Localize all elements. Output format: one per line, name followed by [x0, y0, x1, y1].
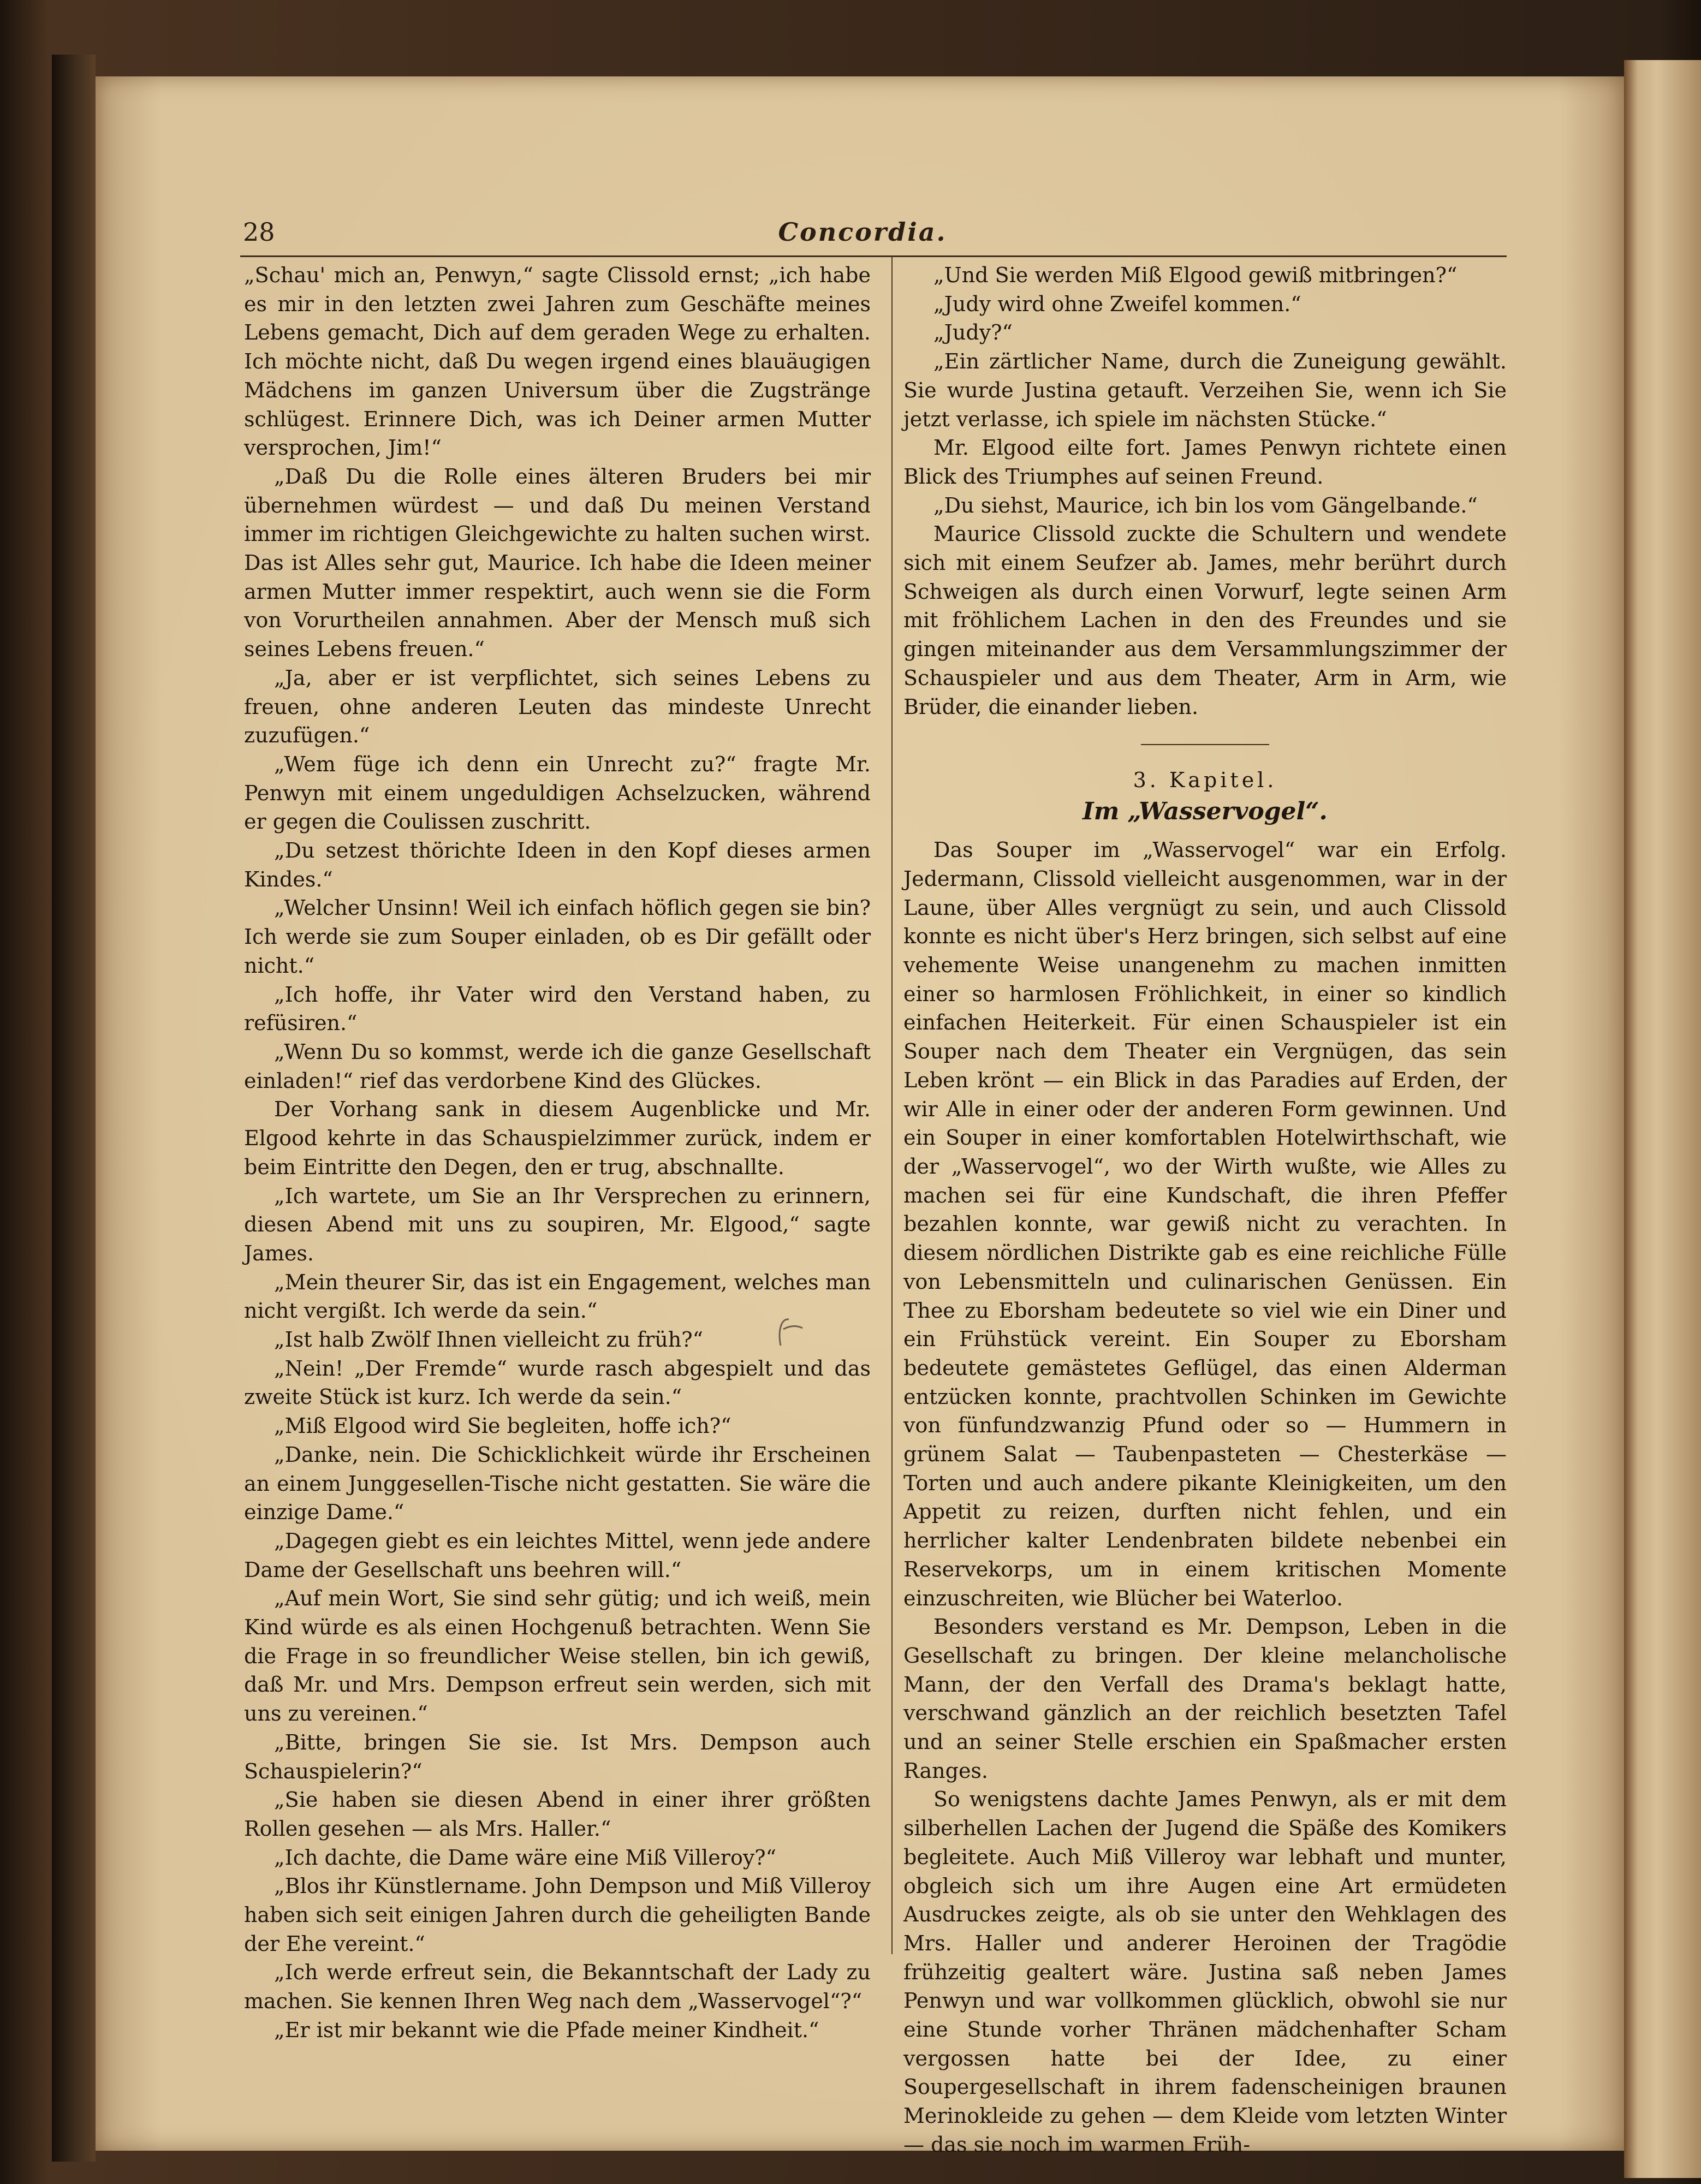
column-divider [891, 257, 893, 1954]
paragraph: „Nein! „Der Fremde“ wurde rasch abgespielt und das zweite Stück ist kurz. Ich werde da sein.“ [244, 1356, 871, 1409]
chapter-separator-rule [1141, 744, 1269, 745]
paragraph: „Auf mein Wort, Sie sind sehr gütig; und ich weiß, mein Kind würde es als einen Hochgenuß betrachten. Wenn Sie die Frage in so freundlicher Weise stellen, bin ich gewiß, daß Mr. und Mrs. Dempson erfreut sein werden, sich mit uns zu vereinen.“ [244, 1586, 871, 1726]
paragraph: „Ich dachte, die Dame wäre eine Miß Villeroy?“ [274, 1845, 777, 1870]
paragraph: „Schau' mich an, Penwyn,“ sagte Clissold ernst; „ich habe es mir in den letzten zwei Jahren zum Geschäfte meines Lebens gemacht, Dich auf dem geraden Wege zu erhalten. Ich möchte nicht, daß Du wegen irgend eines blauäugigen Mädchens im ganzen Universum über die Zugstränge schlügest. Erinnere Dich, was ich Deiner armen Mutter versprochen, Jim!“ [244, 263, 871, 460]
paragraph: „Ja, aber er ist verpflichtet, sich seines Lebens zu freuen, ohne anderen Leuten das mindeste Unrecht zuzufügen.“ [244, 665, 871, 748]
paragraph: „Judy wird ohne Zweifel kommen.“ [933, 291, 1301, 316]
paragraph: „Judy?“ [933, 320, 1013, 345]
paragraph: „Ein zärtlicher Name, durch die Zuneigung gewählt. Sie wurde Justina getauft. Verzeihen Sie, wenn ich Sie jetzt verlasse, ich spiele im nächsten Stücke.“ [903, 349, 1507, 431]
chapter-title: Im „Wasservogel“. [1083, 798, 1328, 826]
paragraph: Mr. Elgood eilte fort. James Penwyn richtete einen Blick des Triumphes auf seinen Freund. [903, 436, 1507, 489]
paragraph: „Miß Elgood wird Sie begleiten, hoffe ich?“ [274, 1414, 731, 1438]
paragraph: „Er ist mir bekannt wie die Pfade meiner Kindheit.“ [274, 2018, 819, 2042]
paragraph: „Ich hoffe, ihr Vater wird den Verstand haben, zu refüsiren.“ [244, 982, 871, 1036]
left-column [244, 261, 871, 2045]
paragraph: Besonders verstand es Mr. Dempson, Leben in die Gesellschaft zu bringen. Der kleine melancholische Mann, der den Verfall des Drama's beklagt hatte, verschwand gänzlich an der reichlich besetzten Tafel und an seiner Stelle erschien ein Spaßmacher ersten Ranges. [903, 1615, 1507, 1783]
header-rule [240, 255, 1507, 257]
paragraph: „Wem füge ich denn ein Unrecht zu?“ fragte Mr. Penwyn mit einem ungeduldigen Achselzucken, während er gegen die Coulissen zuschritt. [244, 752, 871, 834]
paragraph: „Blos ihr Künstlername. John Dempson und Miß Villeroy haben sich seit einigen Jahren durch die geheiligten Bande der Ehe vereint.“ [244, 1874, 871, 1956]
paragraph: „Sie haben sie diesen Abend in einer ihrer größten Rollen gesehen — als Mrs. Haller.“ [244, 1788, 871, 1841]
page-number: 28 [243, 217, 275, 247]
paragraph: „Welcher Unsinn! Weil ich einfach höflich gegen sie bin? Ich werde sie zum Souper einladen, ob es Dir gefällt oder nicht.“ [244, 896, 871, 978]
running-title: Concordia. [778, 217, 947, 247]
paragraph: Maurice Clissold zuckte die Schultern und wendete sich mit einem Seufzer ab. James, mehr berührt durch Schweigen als durch einen Vorwurf, legte seinen Arm mit fröhlichem Lachen in den des Freundes und sie gingen miteinander aus dem Versammlungszimmer der Schauspieler und aus dem Theater, Arm in Arm, wie Brüder, die einander lieben. [903, 522, 1507, 719]
paragraph: Das Souper im „Wasservogel“ war ein Erfolg. Jedermann, Clissold vielleicht ausgenommen, war in der Laune, über Alles vergnügt zu sein, und auch Clissold konnte es nicht über's Herz bringen, sich selbst auf eine vehemente Weise unangenehm zu machen inmitten einer so harmlosen Fröhlichkeit, in einer so kindlich einfachen Heiterkeit. Für einen Schauspieler ist ein Souper nach dem Theater ein Vergnügen, das sein Leben krönt — ein Blick in das Paradies auf Erden, der wir Alle in einer oder der anderen Form gewinnen. Und ein Souper in einer komfortablen Hotelwirthschaft, wie der „Wasservogel“, wo der Wirth wußte, wie Alles zu machen sei für eine Kundschaft, die ihren Pfeffer bezahlen konnte, war gewiß nicht zu verachten. In diesem nördlichen Distrikte gab es eine reichliche Fülle von Lebensmitteln und culinarischen Genüssen. Ein Thee zu Eborsham bedeutete so viel wie ein Diner und ein Frühstück vereint. Ein Souper zu Eborsham bedeutete gemästetes Geflügel, das einen Alderman entzücken konnte, prachtvollen Schinken im Gewichte von fünfundzwanzig Pfund oder so — Hummern in grünem Salat — Taubenpasteten — Chesterkäse — Torten und auch andere pikante Kleinigkeiten, um den Appetit zu reizen, durften nicht fehlen, und ein herrlicher kalter Lendenbraten bildete nebenbei ein Reservekorps, um in einem kritischen Momente einzuschreiten, wie Blücher bei Waterloo. [903, 838, 1507, 1610]
paragraph: „Bitte, bringen Sie sie. Ist Mrs. Dempson auch Schauspielerin?“ [244, 1730, 871, 1783]
pencil-mark-icon [770, 1313, 808, 1351]
right-column [903, 261, 1507, 2159]
paragraph: „Danke, nein. Die Schicklichkeit würde ihr Erscheinen an einem Junggesellen-Tische nicht gestatten. Sie wäre die einzige Dame.“ [244, 1442, 871, 1525]
paragraph: Der Vorhang sank in diesem Augenblicke und Mr. Elgood kehrte in das Schauspielzimmer zurück, indem er beim Eintritte den Degen, den er trug, abschnallte. [244, 1097, 871, 1179]
paragraph: „Dagegen giebt es ein leichtes Mittel, wenn jede andere Dame der Gesellschaft uns beehren will.“ [244, 1528, 871, 1582]
paragraph: „Du siehst, Maurice, ich bin los vom Gängelbande.“ [933, 493, 1478, 517]
paragraph: „Mein theurer Sir, das ist ein Engagement, welches man nicht vergißt. Ich werde da sein.“ [244, 1270, 871, 1323]
paragraph: So wenigstens dachte James Penwyn, als er mit dem silberhellen Lachen der Jugend die Späße des Komikers begleitete. Auch Miß Villeroy war lebhaft und munter, obgleich sich um ihre Augen eine Art ermüdeten Ausdruckes zeigte, als ob sie unter den Wehklagen des Mrs. Haller und anderer Heroinen der Tragödie frühzeitig gealtert wäre. Justina saß neben James Penwyn und war vollkommen glücklich, obwohl sie nur eine Stunde vorher Thränen mädchenhafter Scham vergossen hatte bei der Idee, zu einer Soupergesellschaft in ihrem fadenscheinigen braunen Merinokleide zu gehen — dem Kleide vom letzten Winter — das sie noch im warmen Früh- [903, 1787, 1507, 2157]
chapter-label: 3. Kapitel. [1133, 768, 1277, 793]
paragraph: „Du setzest thörichte Ideen in den Kopf dieses armen Kindes.“ [244, 838, 871, 891]
paragraph: „Wenn Du so kommst, werde ich die ganze Gesellschaft einladen!“ rief das verdorbene Kind des Glückes. [244, 1039, 871, 1093]
paragraph: „Und Sie werden Miß Elgood gewiß mitbringen?“ [933, 263, 1458, 287]
paragraph: „Ist halb Zwölf Ihnen vielleicht zu früh?“ [274, 1328, 704, 1352]
facing-page-edge [1624, 60, 1701, 2178]
book-binding [52, 55, 96, 2162]
paragraph: „Ich wartete, um Sie an Ihr Versprechen zu erinnern, diesen Abend mit uns zu soupiren, Mr. Elgood,“ sagte James. [244, 1183, 871, 1265]
paragraph: „Ich werde erfreut sein, die Bekanntschaft der Lady zu machen. Sie kennen Ihren Weg nach dem „Wasservogel“?“ [244, 1960, 871, 2014]
paragraph: „Daß Du die Rolle eines älteren Bruders bei mir übernehmen würdest — und daß Du meinen Verstand immer im richtigen Gleichgewichte zu halten suchen wirst. Das ist Alles sehr gut, Maurice. Ich habe die Ideen meiner armen Mutter immer respektirt, auch wenn sie die Form von Vorurtheilen annahmen. Aber der Mensch muß sich seines Lebens freuen.“ [244, 464, 871, 662]
